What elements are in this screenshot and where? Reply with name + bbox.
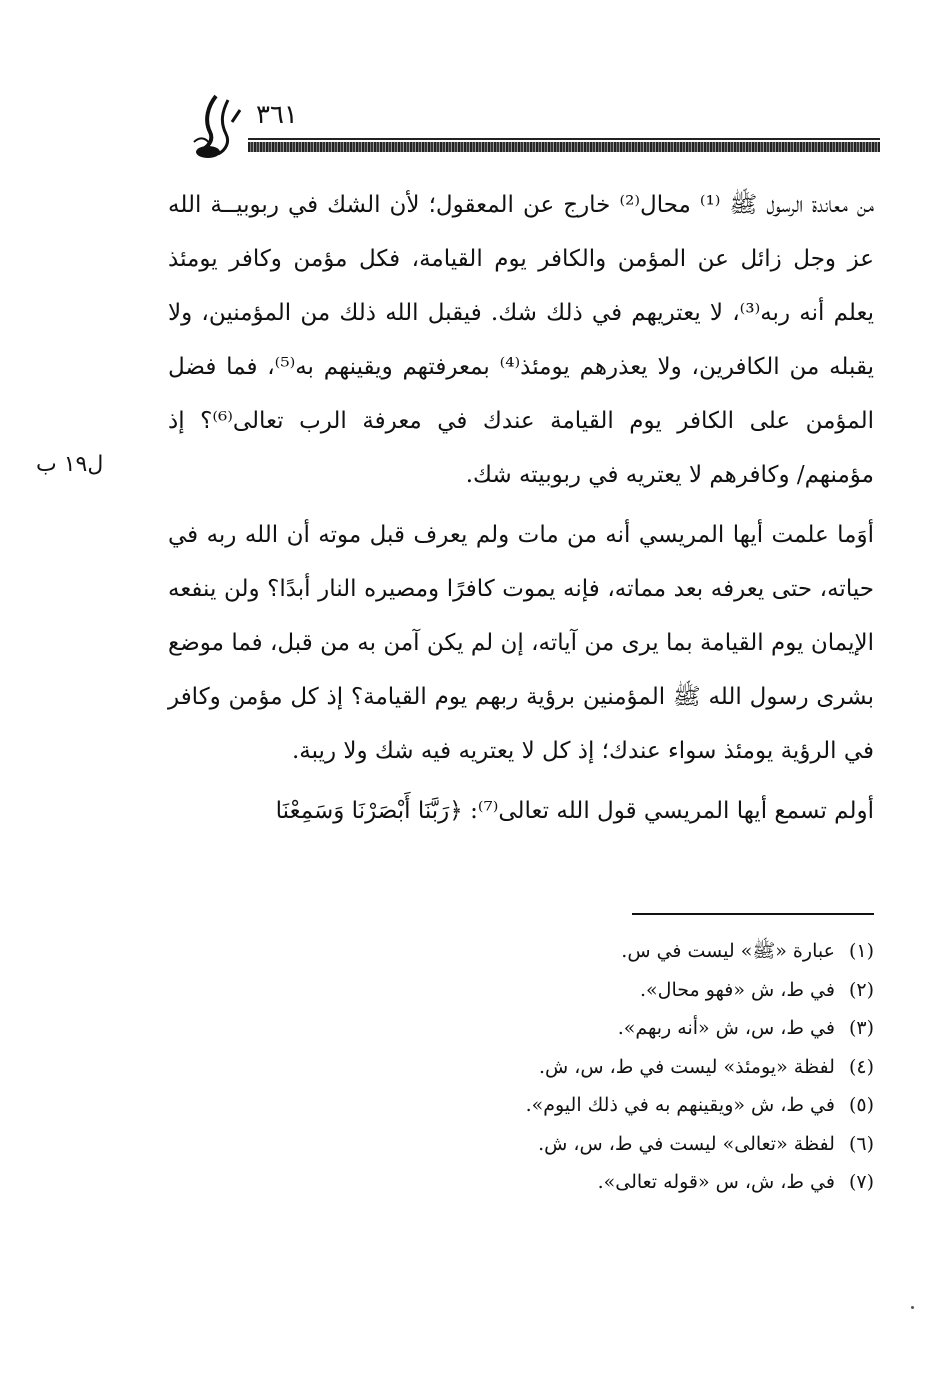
footnote-number: (٤) [848,1055,874,1078]
footnote-text: في ط، ش، س «قوله تعالى». [597,1171,835,1193]
footnote-number: (٥) [848,1094,874,1116]
footnote-item [114,1086,874,1125]
paragraph-1: من معاندة الرسول ﷺ ⁽¹⁾ محال⁽²⁾ خارج عن المعقول؛ لأن الشك في ربوبيــة الله عز وجل زائل عن المؤمن والكافر يوم القيامة، فكل مؤمن وكافر يومئذ يعلم أنه ربه⁽³⁾، لا يعتريهم في ذلك شك. فيقبل الله ذلك من المؤمنين، ولا يقبله من الكافرين، ولا يعذرهم يومئذ⁽⁴⁾ بمعرفتهم ويقينهم به⁽⁵⁾، فما فضل المؤمن على الكافر يوم القيامة عندك في معرفة الرب تعالى⁽⁶⁾؟ إذ مؤمنهم/ وكافرهم لا يعتريه في ربوبيته شك. [168,192,875,488]
calligraphy-pen-ornament-icon [186,92,246,160]
main-text [168,178,874,838]
footnote-number: (٣) [848,1017,874,1039]
footnote-text: في ط، ش «فهو محال». [639,978,835,1001]
footnote-number: (٧) [848,1171,874,1193]
footnote-text: لفظة «يومئذ» ليست في ط، س، ش. [538,1055,835,1078]
footnote-item [114,1163,874,1202]
footnote-item [114,971,874,1010]
footnote-text: في ط، ش «ويقينهم به في ذلك اليوم». [525,1094,835,1116]
paragraph-3: أولم تسمع أيها المريسي قول الله تعالى⁽⁷⁾: ﴿رَبَّنَا أَبْصَرْنَا وَسَمِعْنَا [275,798,874,824]
footnote-number: (١) [848,940,874,962]
footnote-item [114,932,874,971]
footnote-item [114,1048,874,1087]
footnote-item [114,1125,874,1164]
header-rule-thin [248,138,880,140]
footnote-text: لفظة «تعالى» ليست في ط، س، ش. [538,1132,835,1155]
footnote-number: (٢) [848,978,874,1001]
scan-speck [911,1306,914,1309]
manuscript-folio-marker: ل١٩ ب [36,452,104,477]
paragraph-2: أوَما علمت أيها المريسي أنه من مات ولم يعرف قبل موته أن الله ربه في حياته، حتى يعرفه بعد مماته، فإنه يموت كافرًا ومصيره النار أبدًا؟ ولن ينفعه الإيمان يوم القيامة بما يرى من آياته، إن لم يكن آمن به من قبل، فما موضع بشرى رسول الله ﷺ المؤمنين برؤية ربهم يوم القيامة؟ إذ كل مؤمن وكافر في الرؤية يومئذ سواء عندك؛ إذ كل لا يعتريه فيه شك ولا ريبة. [168,522,874,764]
footnote-divider [632,913,874,915]
page-header [168,92,880,164]
footnotes [114,932,874,1202]
footnote-text: عبارة «ﷺ» ليست في س. [621,940,835,962]
footnote-text: في ط، س، ش «أنه ربهم». [617,1017,835,1039]
header-rule [248,142,880,152]
footnote-number: (٦) [848,1132,874,1155]
page-number: ٣٦١ [256,100,298,130]
footnote-item [114,1009,874,1048]
